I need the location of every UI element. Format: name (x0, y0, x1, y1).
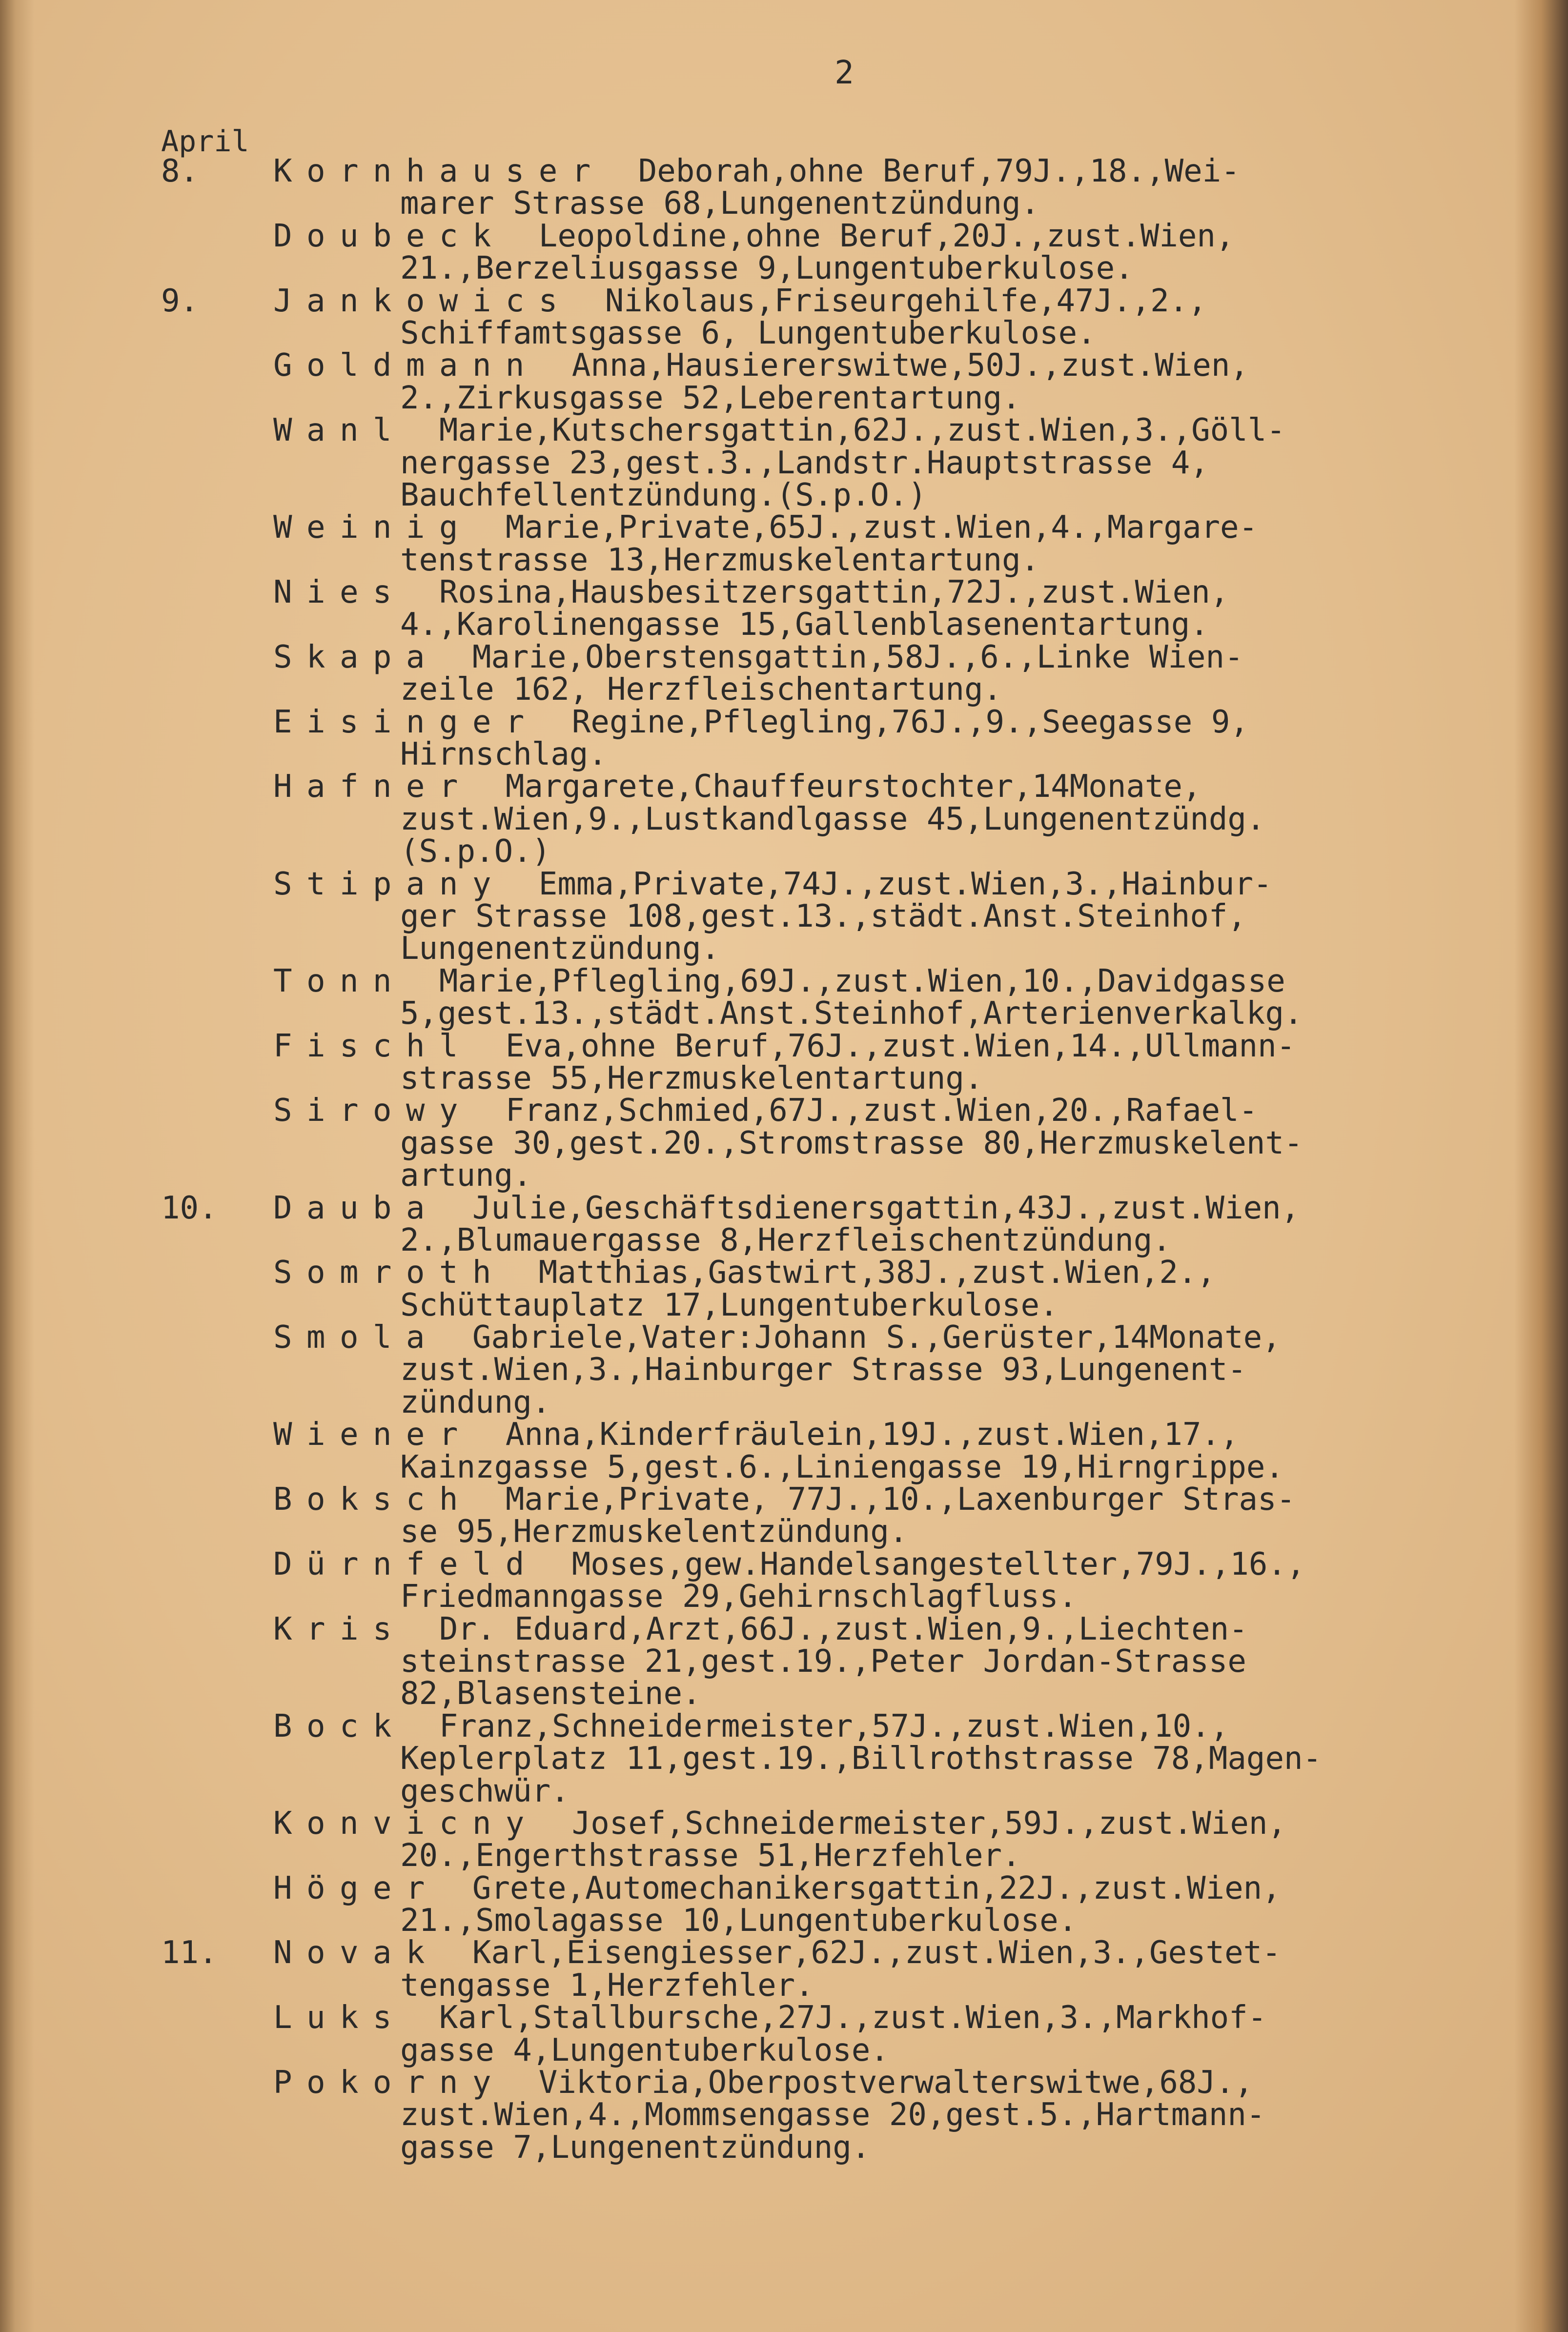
register-entry (161, 2067, 1454, 2164)
entry-first-line (161, 2002, 1454, 2034)
entry-details: Josef,Schneidermeister,59J.,zust.Wien, (571, 1805, 1286, 1842)
entry-continuation-line: marer Strasse 68,Lungenentzündung. (400, 185, 1040, 222)
entry-first-line (161, 965, 1454, 997)
entry-details: Marie,Kutschersgattin,62J.,zust.Wien,3.,Göll- (439, 412, 1285, 449)
entry-first-line (161, 1710, 1454, 1743)
entry-continuation-line: nergasse 23,gest.3.,Landstr.Hauptstrasse 4, (400, 445, 1209, 481)
entry-continuation-line: 4.,Karolinengasse 15,Gallenblasenentartung. (400, 607, 1209, 643)
entry-first-line (161, 412, 1454, 449)
register-entry (161, 1483, 1454, 1548)
entry-surname: Kris (273, 1611, 439, 1647)
entry-continuation-line: zust.Wien,3.,Hainburger Strasse 93,Lungenent- (400, 1352, 1246, 1388)
entry-surname: Tonn (273, 963, 439, 999)
entry-first-line (161, 1807, 1454, 1840)
entry-surname: Nies (273, 574, 439, 611)
register-entry (161, 641, 1454, 706)
entry-continuation-line: Schüttauplatz 17,Lungentuberkulose. (400, 1287, 1059, 1323)
entry-surname: Fischl (273, 1028, 506, 1064)
entry-continuation-line: gasse 30,gest.20.,Stromstrasse 80,Herzmuskelent- (400, 1125, 1303, 1161)
register-entry (161, 1192, 1454, 1257)
entry-continuation-line: Hirnschlag. (400, 736, 607, 773)
entry-surname: Sirowy (273, 1093, 506, 1129)
entry-continuation-line: se 95,Herzmuskelentzündung. (400, 1514, 908, 1550)
entry-details: Leopoldine,ohne Beruf,20J.,zust.Wien, (538, 218, 1235, 254)
entry-continuation-line: Schiffamtsgasse 6, Lungentuberkulose. (400, 315, 1096, 351)
entry-continuation-line: steinstrasse 21,gest.19.,Peter Jordan-Strasse (400, 1643, 1246, 1680)
page-edge-shadow (1514, 0, 1568, 2332)
entry-surname: Goldmann (273, 347, 572, 384)
register-entry (161, 349, 1454, 414)
entry-details: Rosina,Hausbesitzersgattin,72J.,zust.Wien, (439, 574, 1229, 611)
register-entry (161, 1613, 1454, 1710)
entry-details: Karl,Stallbursche,27J.,zust.Wien,3.,Markhof- (439, 2000, 1267, 2036)
entry-first-line (161, 771, 1454, 803)
entry-details: Grete,Automechanikersgattin,22J.,zust.Wien, (472, 1870, 1281, 1906)
entry-details: Franz,Schneidermeister,57J.,zust.Wien,10., (439, 1708, 1229, 1744)
entry-continuation-line: artung. (400, 1157, 532, 1194)
month-heading: April (161, 124, 249, 159)
entry-day: 11. (161, 1935, 218, 1971)
entry-surname: Luks (273, 2000, 439, 2036)
entry-first-line (161, 511, 1454, 544)
entry-surname: Somroth (273, 1255, 539, 1291)
entry-details: Moses,gew.Handelsangestellter,79J.,16., (571, 1546, 1305, 1582)
entry-details: Regine,Pflegling,76J.,9.,Seegasse 9, (571, 704, 1249, 740)
entry-surname: Wiener (273, 1417, 506, 1453)
entry-surname: Stipany (273, 866, 539, 902)
entry-details: Julie,Geschäftsdienersgattin,43J.,zust.Wien, (472, 1190, 1300, 1226)
entry-surname: Eisinger (273, 704, 572, 740)
entry-continuation-line: 5,gest.13.,städt.Anst.Steinhof,Arterienverkalkg. (400, 995, 1303, 1032)
page-number: 2 (835, 54, 854, 91)
death-register-list (161, 155, 1454, 2164)
entry-surname: Pokorny (273, 2065, 539, 2101)
entry-continuation-line: zust.Wien,4.,Mommsengasse 20,gest.5.,Hartmann- (400, 2097, 1265, 2133)
entry-first-line (161, 574, 1454, 611)
entry-day: 10. (161, 1190, 218, 1226)
entry-details: Nikolaus,Friseurgehilfe,47J.,2., (605, 283, 1207, 319)
register-entry (161, 1872, 1454, 1937)
entry-details: Viktoria,Oberpostverwalterswitwe,68J., (538, 2065, 1253, 2101)
entry-continuation-line: 20.,Engerthstrasse 51,Herzfehler. (400, 1838, 1021, 1874)
entry-first-line (161, 155, 1454, 187)
entry-surname: Konvicny (273, 1805, 572, 1842)
entry-details: Gabriele,Vater:Johann S.,Gerüster,14Monate, (472, 1319, 1281, 1356)
entry-details: Margarete,Chauffeurstochter,14Monate, (505, 769, 1201, 805)
register-entry (161, 220, 1454, 285)
entry-details: Marie,Private, 77J.,10.,Laxenburger Stras- (505, 1481, 1296, 1518)
entry-continuation-line: tenstrasse 13,Herzmuskelentartung. (400, 542, 1040, 578)
entry-details: Franz,Schmied,67J.,zust.Wien,20.,Rafael- (505, 1093, 1258, 1129)
entry-first-line (161, 1483, 1454, 1516)
entry-continuation-line: zeile 162, Herzfleischentartung. (400, 671, 1002, 708)
entry-surname: Kornhauser (273, 153, 638, 189)
register-entry (161, 1807, 1454, 1872)
entry-continuation-line: Lungenentzündung. (400, 931, 720, 967)
entry-first-line (161, 1321, 1454, 1354)
entry-day: 9. (161, 283, 199, 319)
register-entry (161, 1321, 1454, 1419)
entry-continuation-line: (S.p.O.) (400, 833, 551, 870)
entry-details: Deborah,ohne Beruf,79J.,18.,Wei- (638, 153, 1240, 189)
entry-first-line (161, 349, 1454, 382)
entry-details: Karl,Eisengiesser,62J.,zust.Wien,3.,Gestet- (472, 1935, 1281, 1971)
entry-surname: Skapa (273, 639, 472, 675)
entry-continuation-line: 2.,Blumauergasse 8,Herzfleischentzündung. (400, 1222, 1171, 1258)
entry-first-line (161, 1548, 1454, 1581)
entry-details: Marie,Pflegling,69J.,zust.Wien,10.,Davidgasse (439, 963, 1285, 999)
entry-first-line (161, 1613, 1454, 1645)
entry-day: 8. (161, 153, 199, 189)
register-entry (161, 1095, 1454, 1192)
entry-details: Dr. Eduard,Arzt,66J.,zust.Wien,9.,Liechten- (439, 1611, 1248, 1647)
entry-surname: Bock (273, 1708, 439, 1744)
entry-details: Marie,Private,65J.,zust.Wien,4.,Margare- (505, 509, 1258, 546)
entry-continuation-line: Friedmanngasse 29,Gehirnschlagfluss. (400, 1579, 1078, 1615)
register-entry (161, 965, 1454, 1030)
register-entry (161, 155, 1454, 220)
entry-surname: Doubeck (273, 218, 539, 254)
entry-details: Emma,Private,74J.,zust.Wien,3.,Hainbur- (538, 866, 1272, 902)
register-entry (161, 706, 1454, 771)
entry-surname: Dauba (273, 1190, 472, 1226)
entry-surname: Jankowics (273, 283, 605, 319)
entry-continuation-line: Kainzgasse 5,gest.6.,Liniengasse 19,Hirngrippe. (400, 1449, 1284, 1485)
register-entry (161, 1937, 1454, 2002)
entry-continuation-line: geschwür. (400, 1773, 570, 1809)
entry-surname: Dürnfeld (273, 1546, 572, 1582)
entry-continuation-line: 21.,Smolagasse 10,Lungentuberkulose. (400, 1903, 1078, 1939)
entry-first-line (161, 1872, 1454, 1905)
entry-continuation-line: ger Strasse 108,gest.13.,städt.Anst.Steinhof, (400, 898, 1246, 934)
entry-continuation-line: gasse 7,Lungenentzündung. (400, 2129, 871, 2166)
entry-continuation-line: Keplerplatz 11,gest.19.,Billrothstrasse 78,Magen- (400, 1741, 1322, 1777)
entry-surname: Höger (273, 1870, 472, 1906)
entry-surname: Novak (273, 1935, 472, 1971)
entry-continuation-line: gasse 4,Lungentuberkulose. (400, 2032, 889, 2068)
entry-first-line (161, 1937, 1454, 1969)
register-entry (161, 414, 1454, 511)
entry-continuation-line: 2.,Zirkusgasse 52,Leberentartung. (400, 380, 1021, 416)
entry-continuation-line: 21.,Berzeliusgasse 9,Lungentuberkulose. (400, 250, 1134, 287)
entry-details: Eva,ohne Beruf,76J.,zust.Wien,14.,Ullmann- (505, 1028, 1296, 1064)
entry-first-line (161, 220, 1454, 252)
entry-first-line (161, 706, 1454, 738)
entry-continuation-line: Bauchfellentzündung.(S.p.O.) (400, 477, 927, 513)
entry-first-line (161, 2067, 1454, 2099)
entry-first-line (161, 1192, 1454, 1224)
entry-continuation-line: zust.Wien,9.,Lustkandlgasse 45,Lungenentzündg. (400, 801, 1265, 837)
register-entry (161, 1419, 1454, 1483)
binding-shadow (0, 0, 34, 2332)
entry-surname: Wanl (273, 412, 439, 449)
register-entry (161, 771, 1454, 868)
entry-details: Anna,Hausiererswitwe,50J.,zust.Wien, (571, 347, 1249, 384)
register-entry (161, 1548, 1454, 1613)
entry-surname: Weinig (273, 509, 506, 546)
entry-surname: Smola (273, 1319, 472, 1356)
register-entry (161, 1030, 1454, 1095)
entry-surname: Hafner (273, 769, 506, 805)
entry-details: Matthias,Gastwirt,38J.,zust.Wien,2., (538, 1255, 1216, 1291)
entry-details: Marie,Oberstensgattin,58J.,6.,Linke Wien- (472, 639, 1243, 675)
entry-first-line (161, 641, 1454, 673)
entry-details: Anna,Kinderfräulein,19J.,zust.Wien,17., (505, 1417, 1239, 1453)
entry-continuation-line: zündung. (400, 1384, 551, 1420)
entry-continuation-line: tengasse 1,Herzfehler. (400, 1967, 814, 2004)
register-entry (161, 1257, 1454, 1321)
entry-first-line (161, 868, 1454, 900)
entry-first-line (161, 1095, 1454, 1127)
register-entry (161, 1710, 1454, 1807)
register-entry (161, 576, 1454, 641)
entry-first-line (161, 1030, 1454, 1062)
entry-surname: Boksch (273, 1481, 506, 1518)
register-entry (161, 285, 1454, 350)
register-entry (161, 868, 1454, 965)
entry-continuation-line: strasse 55,Herzmuskelentartung. (400, 1060, 983, 1096)
entry-continuation-line: 82,Blasensteine. (400, 1676, 701, 1712)
register-entry (161, 2002, 1454, 2067)
entry-first-line (161, 1419, 1454, 1451)
register-entry (161, 511, 1454, 576)
entry-first-line (161, 285, 1454, 317)
entry-first-line (161, 1257, 1454, 1289)
